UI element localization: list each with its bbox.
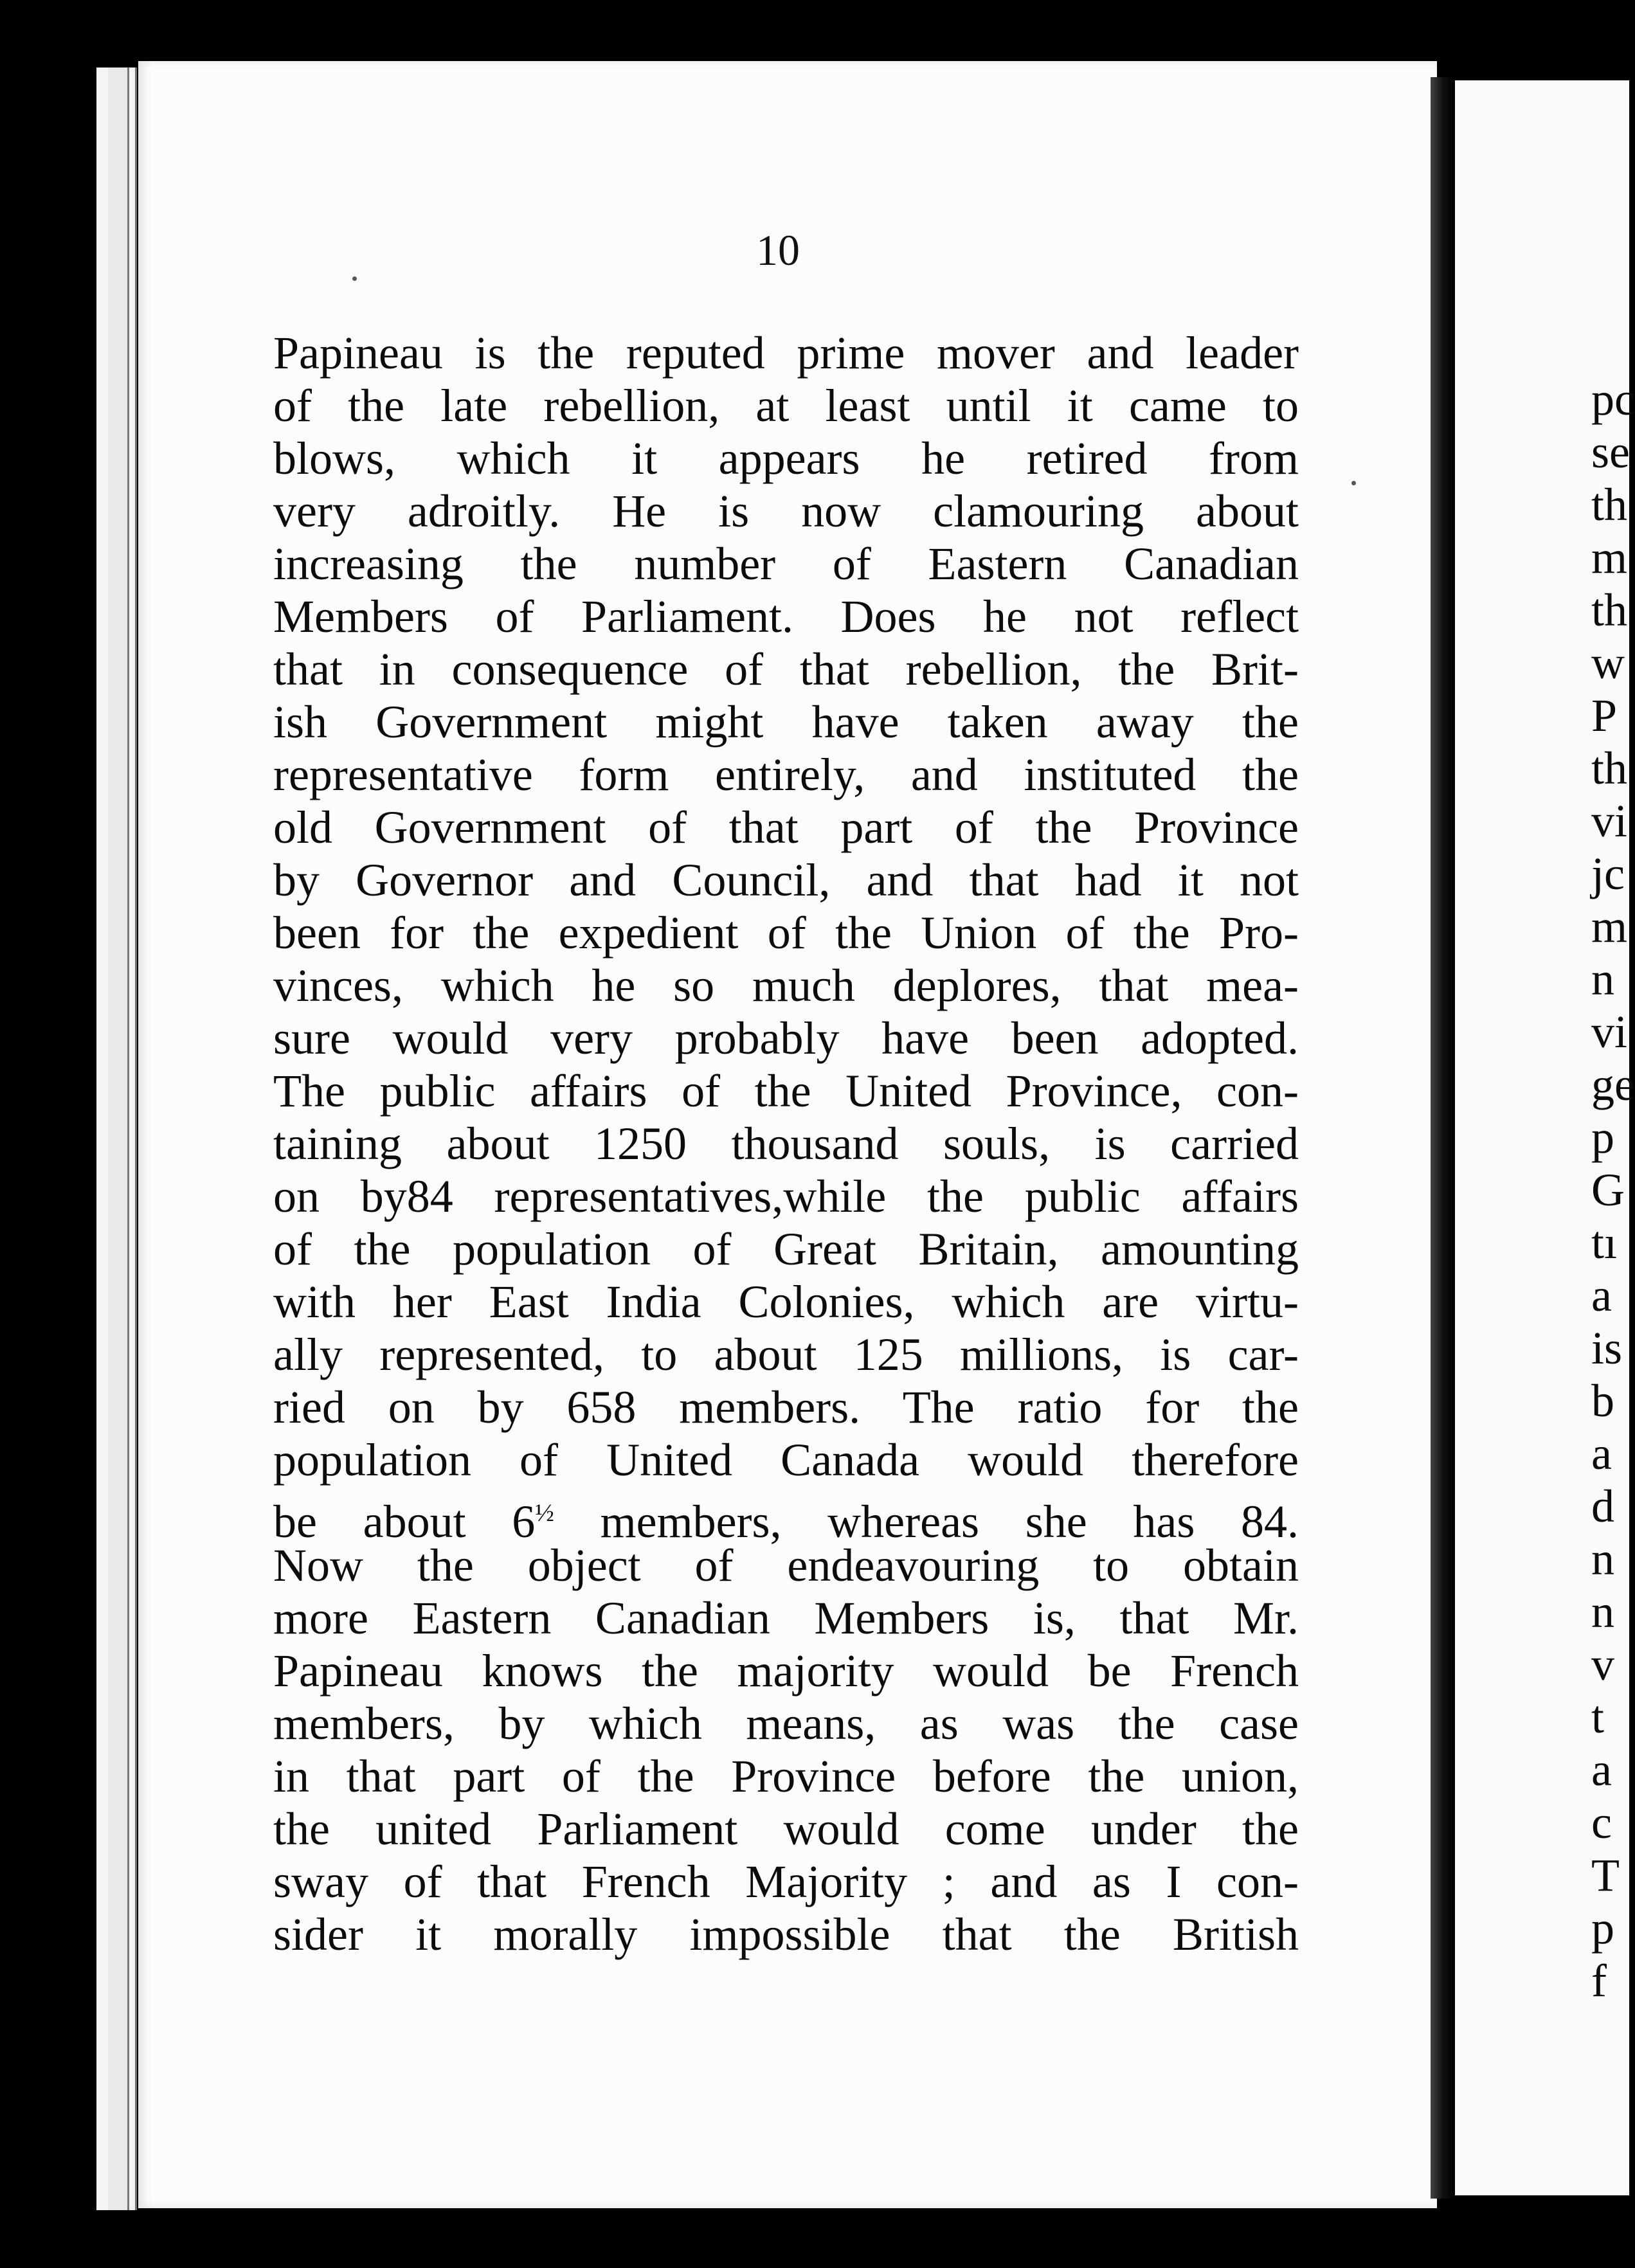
text-line: vinces, which he so much deplores, that mea-: [273, 960, 1299, 1011]
text-line: of the late rebellion, at least until it came to: [273, 380, 1299, 431]
text-line: sider it morally impossible that the British: [273, 1909, 1299, 1960]
facing-page-fragment: n: [1591, 953, 1614, 1005]
facing-page-fragment: th: [1591, 584, 1628, 636]
facing-page-fragment: T: [1591, 1850, 1620, 1901]
text-line: sway of that French Majority ; and as I con-: [273, 1856, 1299, 1907]
facing-page-fragment: v: [1591, 1639, 1614, 1690]
facing-page-fragment: tı: [1591, 1217, 1618, 1268]
facing-page-fragment: n: [1591, 1533, 1614, 1585]
facing-page-fragment: th: [1591, 742, 1628, 794]
text-line: The public affairs of the United Province, con-: [273, 1065, 1299, 1117]
text-line: ried on by 658 members. The ratio for the: [273, 1382, 1299, 1433]
facing-page-fragment: b: [1591, 1375, 1614, 1426]
text-line: Papineau knows the majority would be French: [273, 1645, 1299, 1697]
text-line: by Governor and Council, and that had it not: [273, 854, 1299, 906]
facing-page-fragment: p: [1591, 1902, 1614, 1954]
facing-page-fragment: G: [1591, 1164, 1625, 1216]
facing-page-fragment: m: [1591, 901, 1628, 952]
facing-page-fragment: p: [1591, 1112, 1614, 1163]
text-line: on by84 representatives,while the public affairs: [273, 1171, 1299, 1222]
facing-page-fragment: f: [1591, 1955, 1607, 2006]
text-line: old Government of that part of the Province: [273, 802, 1299, 853]
facing-page-fragment: a: [1591, 1270, 1612, 1321]
text-line: ally represented, to about 125 millions, is car-: [273, 1329, 1299, 1380]
fraction: ½: [535, 1498, 554, 1527]
facing-page-fragment: a: [1591, 1744, 1612, 1796]
text-line: Now the object of endeavouring to obtain: [273, 1540, 1299, 1591]
text-segment: be about 6: [273, 1496, 536, 1547]
facing-page-fragment: a: [1591, 1428, 1612, 1479]
text-line: taining about 1250 thousand souls, is carried: [273, 1118, 1299, 1169]
facing-page-fragment: jc: [1591, 848, 1625, 899]
facing-page-fragment: is: [1591, 1322, 1623, 1374]
body-text: [273, 327, 1299, 1961]
text-line: very adroitly. He is now clamouring about: [273, 485, 1299, 537]
facing-page-fragment: c: [1591, 1797, 1612, 1848]
facing-page-fragment: d: [1591, 1480, 1614, 1532]
facing-page-fragment: vi: [1591, 1006, 1628, 1058]
text-line: population of United Canada would therefore: [273, 1434, 1299, 1486]
text-line: members, by which means, as was the case: [273, 1698, 1299, 1749]
facing-page-fragment: pc: [1591, 374, 1635, 425]
text-line: Members of Parliament. Does he not reflect: [273, 591, 1299, 642]
facing-page-fragment: t: [1591, 1691, 1605, 1743]
facing-page-fragment: P: [1591, 690, 1618, 741]
text-line: with her East India Colonies, which are virtu-: [273, 1276, 1299, 1328]
facing-page-fragment: w: [1591, 637, 1625, 688]
facing-page-fragment: vi: [1591, 795, 1628, 847]
speck: [352, 276, 357, 281]
facing-page-fragment: m: [1591, 532, 1628, 583]
facing-page-fragment: th: [1591, 479, 1628, 530]
text-segment: members, whereas she has 84.: [554, 1496, 1299, 1547]
text-line: blows, which it appears he retired from: [273, 433, 1299, 484]
text-line-with-fraction: [273, 1486, 1299, 1547]
text-line: ish Government might have taken away the: [273, 696, 1299, 748]
text-line: representative form entirely, and instituted the: [273, 749, 1299, 800]
book-gutter: [1431, 77, 1455, 2199]
text-line: in that part of the Province before the union,: [273, 1751, 1299, 1802]
facing-page-fragment: se: [1591, 426, 1630, 478]
text-line: that in consequence of that rebellion, the Brit-: [273, 644, 1299, 695]
facing-page-fragment: n: [1591, 1586, 1614, 1637]
text-line: of the population of Great Britain, amounting: [273, 1223, 1299, 1275]
text-line: Papineau is the reputed prime mover and leader: [273, 327, 1299, 379]
text-line: the united Parliament would come under the: [273, 1803, 1299, 1855]
text-line: increasing the number of Eastern Canadian: [273, 538, 1299, 590]
text-line: been for the expedient of the Union of the Pro-: [273, 907, 1299, 959]
facing-page-fragment: ge: [1591, 1059, 1635, 1110]
speck: [1351, 481, 1356, 485]
page-edge: [108, 68, 129, 2210]
text-line: sure would very probably have been adopted.: [273, 1013, 1299, 1064]
facing-page-text: [1591, 373, 1635, 2007]
text-line: more Eastern Canadian Members is, that Mr.: [273, 1592, 1299, 1644]
page-number: 10: [756, 226, 800, 274]
